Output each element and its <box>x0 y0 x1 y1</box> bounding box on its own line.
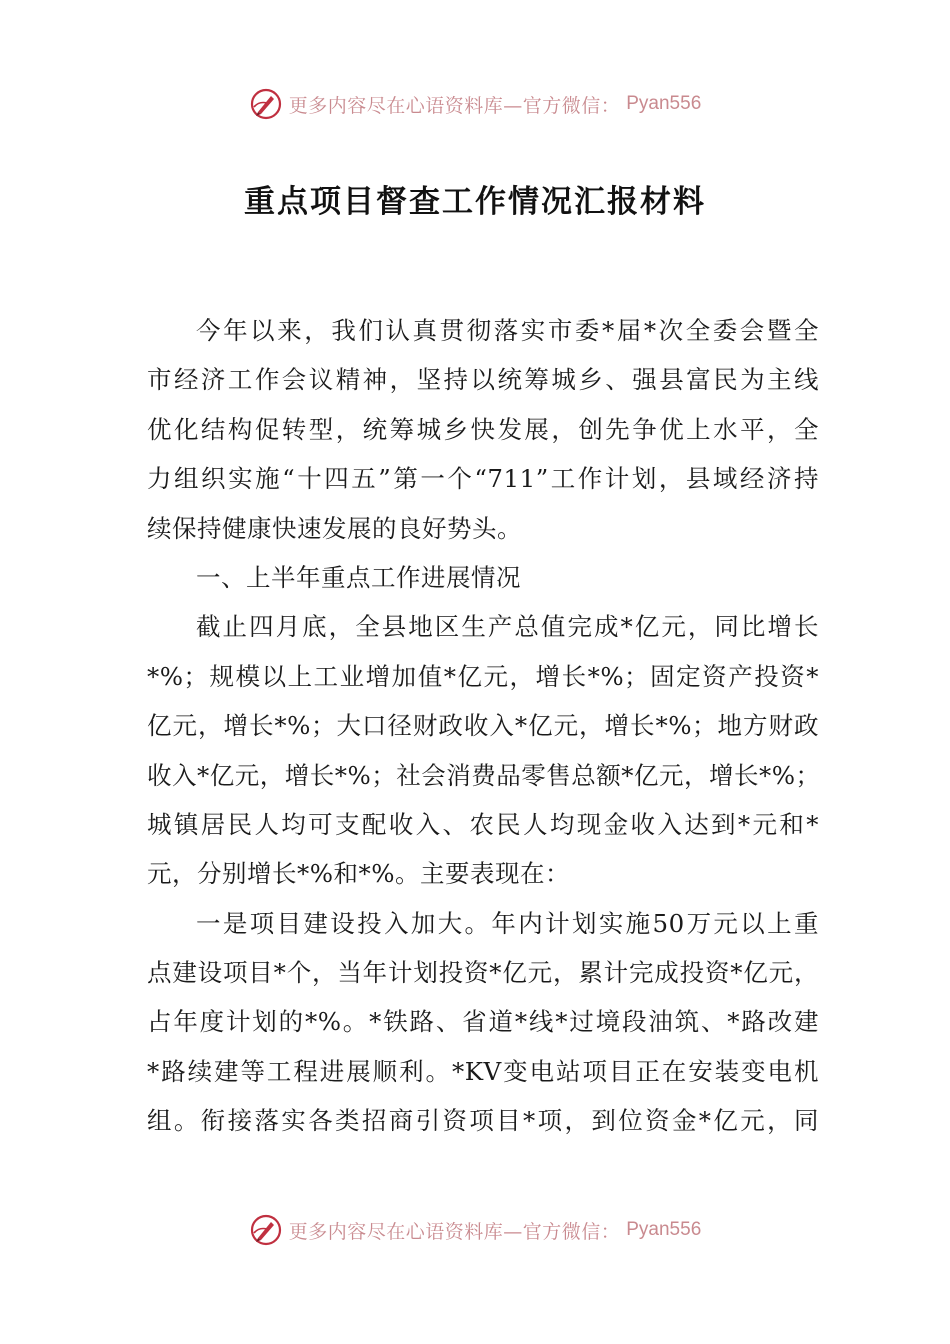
watermark-header <box>0 84 950 124</box>
body-line: 亿元，增长*%；大口径财政收入*亿元，增长*%；地方财政 <box>147 711 819 741</box>
watermark-footer <box>0 1210 950 1250</box>
body-line: 力组织实施“十四五”第一个“711”工作计划，县域经济持 <box>147 464 819 494</box>
body-line: 点建设项目*个，当年计划投资*亿元，累计完成投资*亿元， <box>147 958 819 988</box>
body-line: 截止四月底，全县地区生产总值完成*亿元，同比增长 <box>196 612 819 642</box>
body-line: 一是项目建设投入加大。年内计划实施50万元以上重 <box>196 908 819 938</box>
watermark-wechat-id: Pyan556 <box>626 93 702 114</box>
pen-logo-icon <box>249 87 283 121</box>
body-line: 续保持健康快速发展的良好势头。 <box>147 513 522 543</box>
body-line: 占年度计划的*%。*铁路、省道*线*过境段油筑、*路改建 <box>147 1007 819 1037</box>
body-line: 元，分别增长*%和*%。主要表现在： <box>147 859 571 889</box>
watermark-wechat-id: Pyan556 <box>626 1219 702 1240</box>
body-line: 优化结构促转型，统筹城乡快发展，创先争优上水平，全 <box>147 414 819 444</box>
body-line: 市经济工作会议精神，坚持以统筹城乡、强县富民为主线 <box>147 365 819 395</box>
body-line: 今年以来，我们认真贯彻落实市委*届*次全委会暨全 <box>196 316 819 345</box>
body-line: *%；规模以上工业增加值*亿元，增长*%；固定资产投资* <box>147 661 819 691</box>
watermark-text: 更多内容尽在心语资料库—官方微信： <box>288 94 621 117</box>
pen-logo-icon <box>249 1213 283 1247</box>
section-heading: 一、上半年重点工作进展情况 <box>196 562 521 592</box>
body-line: 收入*亿元，增长*%；社会消费品零售总额*亿元，增长*%； <box>147 760 821 790</box>
document-body <box>147 306 819 1146</box>
body-line: 组。衔接落实各类招商引资项目*项，到位资金*亿元，同 <box>147 1106 819 1136</box>
body-line: *路续建等工程进展顺利。*KV变电站项目正在安装变电机 <box>147 1056 819 1086</box>
body-line: 城镇居民人均可支配收入、农民人均现金收入达到*元和* <box>147 809 819 839</box>
document-title: 重点项目督查工作情况汇报材料 <box>244 184 706 220</box>
watermark-text: 更多内容尽在心语资料库—官方微信： <box>288 1220 621 1243</box>
